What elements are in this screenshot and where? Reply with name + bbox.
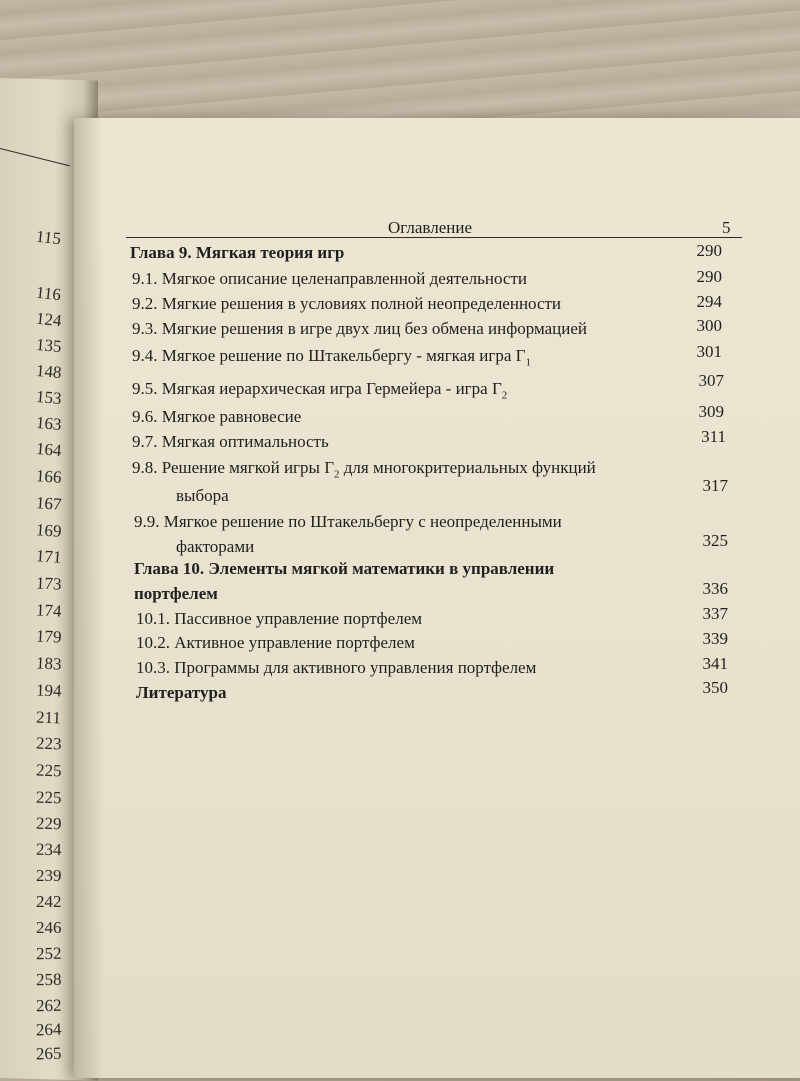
toc-chapter-title-continued: портфелем	[134, 584, 218, 603]
toc-section-title: 9.6. Мягкое равновесие	[132, 407, 302, 426]
left-page-number: 225	[35, 787, 62, 808]
left-page-number: 153	[35, 386, 63, 409]
left-page-number: 166	[35, 466, 63, 487]
left-page-number: 194	[35, 680, 62, 701]
toc-section-title: 9.9. Мягкое решение по Штакельбергу с неопределенными	[134, 512, 562, 531]
left-page-number: 148	[35, 360, 63, 383]
toc-page-number: 341	[702, 654, 728, 673]
left-page-number: 246	[36, 918, 62, 937]
left-page-number: 223	[35, 733, 62, 754]
toc-section-title: 10.3. Программы для активного управления портфелем	[136, 658, 537, 677]
left-page-number: 239	[36, 866, 62, 885]
toc-page-number: 311	[701, 427, 726, 446]
toc-section-title: 9.7. Мягкая оптимальность	[132, 432, 329, 451]
left-page-number: 179	[35, 626, 63, 647]
toc-section-title: 9.8. Решение мягкой игры $\Gamma_2$ для многокритериальных функций	[132, 458, 596, 481]
left-page-number: 124	[35, 308, 63, 331]
toc-page-number: 337	[702, 604, 728, 623]
left-page-number: 135	[35, 334, 63, 357]
left-page-number: 229	[35, 813, 62, 834]
toc-page-number: 317	[702, 476, 728, 495]
header-rule	[126, 237, 742, 238]
page-header-number: 5	[722, 218, 731, 237]
left-page-number: 167	[35, 493, 63, 514]
toc-section-title: 9.4. Мягкое решение по Штакельбергу - мягкая игра $\Gamma_1$	[132, 346, 531, 369]
toc-section-title: 9.5. Мягкая иерархическая игра Гермейера - игра $\Gamma_2$	[132, 379, 508, 402]
toc-page-number: 300	[696, 316, 722, 335]
left-page-number: 242	[36, 892, 62, 911]
toc-section-title-continued: выбора	[176, 486, 229, 505]
toc-page-number: 325	[702, 531, 728, 550]
left-page-number: 171	[35, 546, 63, 567]
toc-page-number: 350	[702, 678, 728, 697]
left-page-number: 252	[35, 943, 62, 964]
left-page-number: 265	[35, 1043, 62, 1064]
left-page-number: 262	[35, 995, 62, 1016]
left-page-number: 116	[35, 282, 62, 305]
left-page-number: 174	[35, 600, 63, 621]
left-page-number: 183	[35, 653, 63, 674]
left-page-number: 169	[35, 520, 63, 541]
toc-section-title: 9.2. Мягкие решения в условиях полной неопределенности	[132, 294, 562, 313]
left-page-number: 264	[35, 1019, 62, 1040]
toc-page-number: 309	[698, 402, 724, 421]
toc-page-number: 339	[702, 629, 728, 648]
toc-page-number: 336	[702, 579, 728, 598]
toc-page-number: 294	[696, 292, 722, 311]
left-page-number: 258	[35, 969, 62, 990]
left-page-number: 115	[35, 226, 62, 249]
toc-section-title: 10.2. Активное управление портфелем	[136, 633, 415, 652]
toc-section-title: 10.1. Пассивное управление портфелем	[136, 609, 423, 628]
toc-page-number: 290	[696, 267, 722, 286]
toc-page-number: 301	[696, 342, 722, 361]
toc-page-number: 307	[698, 371, 724, 390]
left-page-number: 234	[35, 839, 62, 860]
left-page-number: 164	[35, 438, 63, 461]
left-page-number: 173	[35, 573, 63, 594]
toc-chapter-title: Литература	[136, 683, 227, 702]
page-header-title: Оглавление	[388, 218, 472, 237]
toc-section-title: 9.1. Мягкое описание целенаправленной деятельности	[132, 269, 527, 288]
toc-page-number: 290	[696, 241, 722, 260]
toc-chapter-title: Глава 10. Элементы мягкой математики в управлении	[134, 559, 555, 578]
toc-section-title-continued: факторами	[176, 537, 255, 556]
left-page-number: 225	[35, 760, 62, 781]
toc-section-title: 9.3. Мягкие решения в игре двух лиц без обмена информацией	[132, 319, 587, 338]
left-page-number: 163	[35, 412, 63, 435]
left-page-number: 211	[35, 707, 62, 728]
toc-chapter-title: Глава 9. Мягкая теория игр	[130, 243, 345, 262]
